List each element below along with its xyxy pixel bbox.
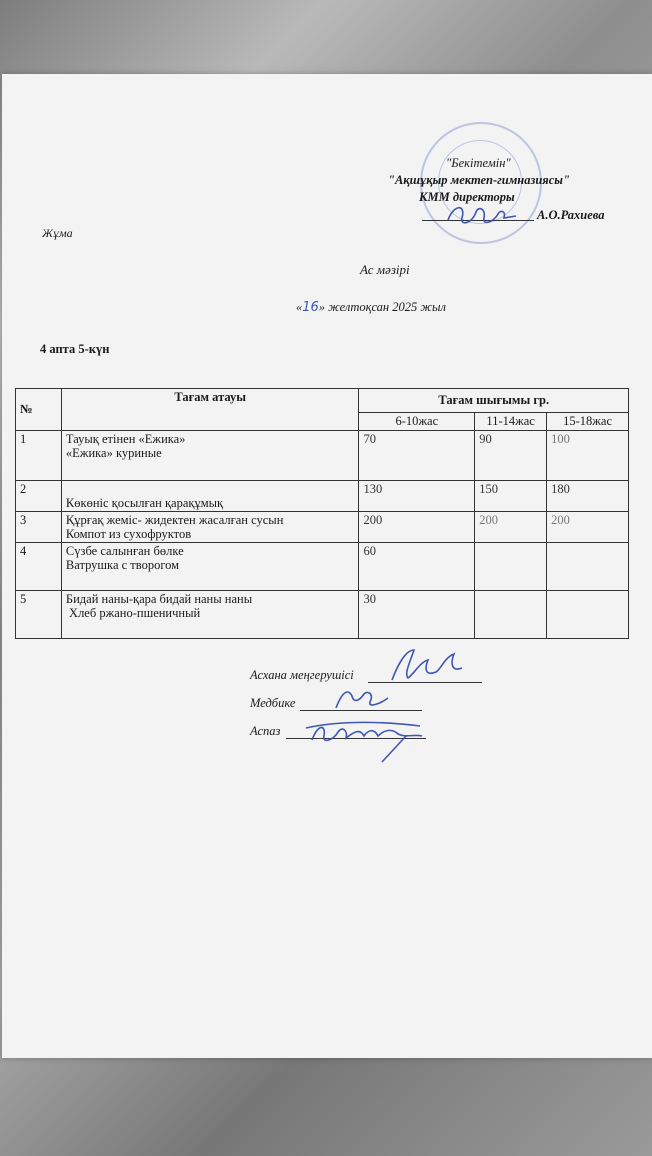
dish-name-ru: Ватрушка с творогом xyxy=(65,558,180,572)
date-quote-open: « xyxy=(296,300,303,314)
cook-signature xyxy=(302,706,432,766)
table-row xyxy=(16,431,629,481)
dish-name-ru: Хлеб ржано-пшеничный xyxy=(65,606,201,620)
director-signature xyxy=(442,196,522,232)
menu-document xyxy=(2,74,652,1058)
column-header-age-6-10: 6-10жас xyxy=(359,413,475,431)
column-header-number: № xyxy=(16,389,62,431)
day-label: Жұма xyxy=(42,226,73,240)
yield-6-10: 130 xyxy=(359,481,475,512)
table-header-row xyxy=(16,389,629,413)
dish-name-cell xyxy=(61,591,359,639)
row-number: 5 xyxy=(16,591,62,639)
dish-name-ru: Көкөніс қосылған қарақұмық xyxy=(65,496,224,510)
date-day-handwritten: 16 xyxy=(302,300,319,315)
yield-11-14: 150 xyxy=(475,481,547,512)
dish-name-kz: Құрғақ жеміс- жидектен жасалған сусын xyxy=(65,513,284,527)
school-name: "Ақшұқыр мектеп-гимназиясы" xyxy=(388,173,570,187)
table-row xyxy=(16,481,629,512)
dish-name-ru: «Ежика» куриные xyxy=(65,446,162,460)
yield-11-14 xyxy=(475,591,547,639)
dish-name-cell xyxy=(61,431,359,481)
dish-name-cell xyxy=(61,481,359,512)
row-number: 2 xyxy=(16,481,62,512)
yield-15-18 xyxy=(547,591,629,639)
yield-15-18: 200 xyxy=(547,512,629,543)
yield-6-10: 70 xyxy=(359,431,475,481)
row-number: 1 xyxy=(16,431,62,481)
dish-name-cell xyxy=(61,512,359,543)
column-header-age-15-18: 15-18жас xyxy=(547,413,629,431)
date-rest: » желтоқсан 2025 жыл xyxy=(318,300,446,314)
dish-name-cell xyxy=(61,543,359,591)
yield-15-18: 180 xyxy=(547,481,629,512)
yield-6-10: 30 xyxy=(359,591,475,639)
yield-11-14: 200 xyxy=(475,512,547,543)
row-number: 3 xyxy=(16,512,62,543)
table-row xyxy=(16,512,629,543)
table-row xyxy=(16,543,629,591)
dish-name-kz: Бидай наны-қара бидай наны наны xyxy=(65,592,253,606)
column-header-age-11-14: 11-14жас xyxy=(475,413,547,431)
date-line xyxy=(296,300,446,315)
week-day-label: 4 апта 5-күн xyxy=(40,342,110,356)
table-row xyxy=(16,591,629,639)
yield-6-10: 60 xyxy=(359,543,475,591)
dish-name-kz: Сүзбе салынған бөлке xyxy=(65,544,184,558)
director-name: А.О.Рахиева xyxy=(537,208,605,222)
yield-15-18: 100 xyxy=(547,431,629,481)
nurse-label: Медбике xyxy=(250,696,296,710)
director-title: КММ директоры xyxy=(419,190,515,204)
cook-label: Аспаз xyxy=(250,724,281,738)
dish-name-ru: Компот из сухофруктов xyxy=(65,527,192,541)
dish-name-kz xyxy=(66,482,355,496)
column-header-dish-name: Тағам атауы xyxy=(61,389,359,431)
document-title: Ас мәзірі xyxy=(360,262,410,277)
yield-15-18 xyxy=(547,543,629,591)
dish-name-kz: Тауық етінен «Ежика» xyxy=(65,432,186,446)
yield-6-10: 200 xyxy=(359,512,475,543)
row-number: 4 xyxy=(16,543,62,591)
menu-table xyxy=(15,388,629,639)
yield-11-14 xyxy=(475,543,547,591)
canteen-head-signature xyxy=(384,644,468,688)
canteen-head-label: Асхана меңгерушісі xyxy=(250,668,354,682)
yield-11-14: 90 xyxy=(475,431,547,481)
column-header-yield: Тағам шығымы гр. xyxy=(359,389,629,413)
approval-label: "Бекітемін" xyxy=(446,156,511,170)
